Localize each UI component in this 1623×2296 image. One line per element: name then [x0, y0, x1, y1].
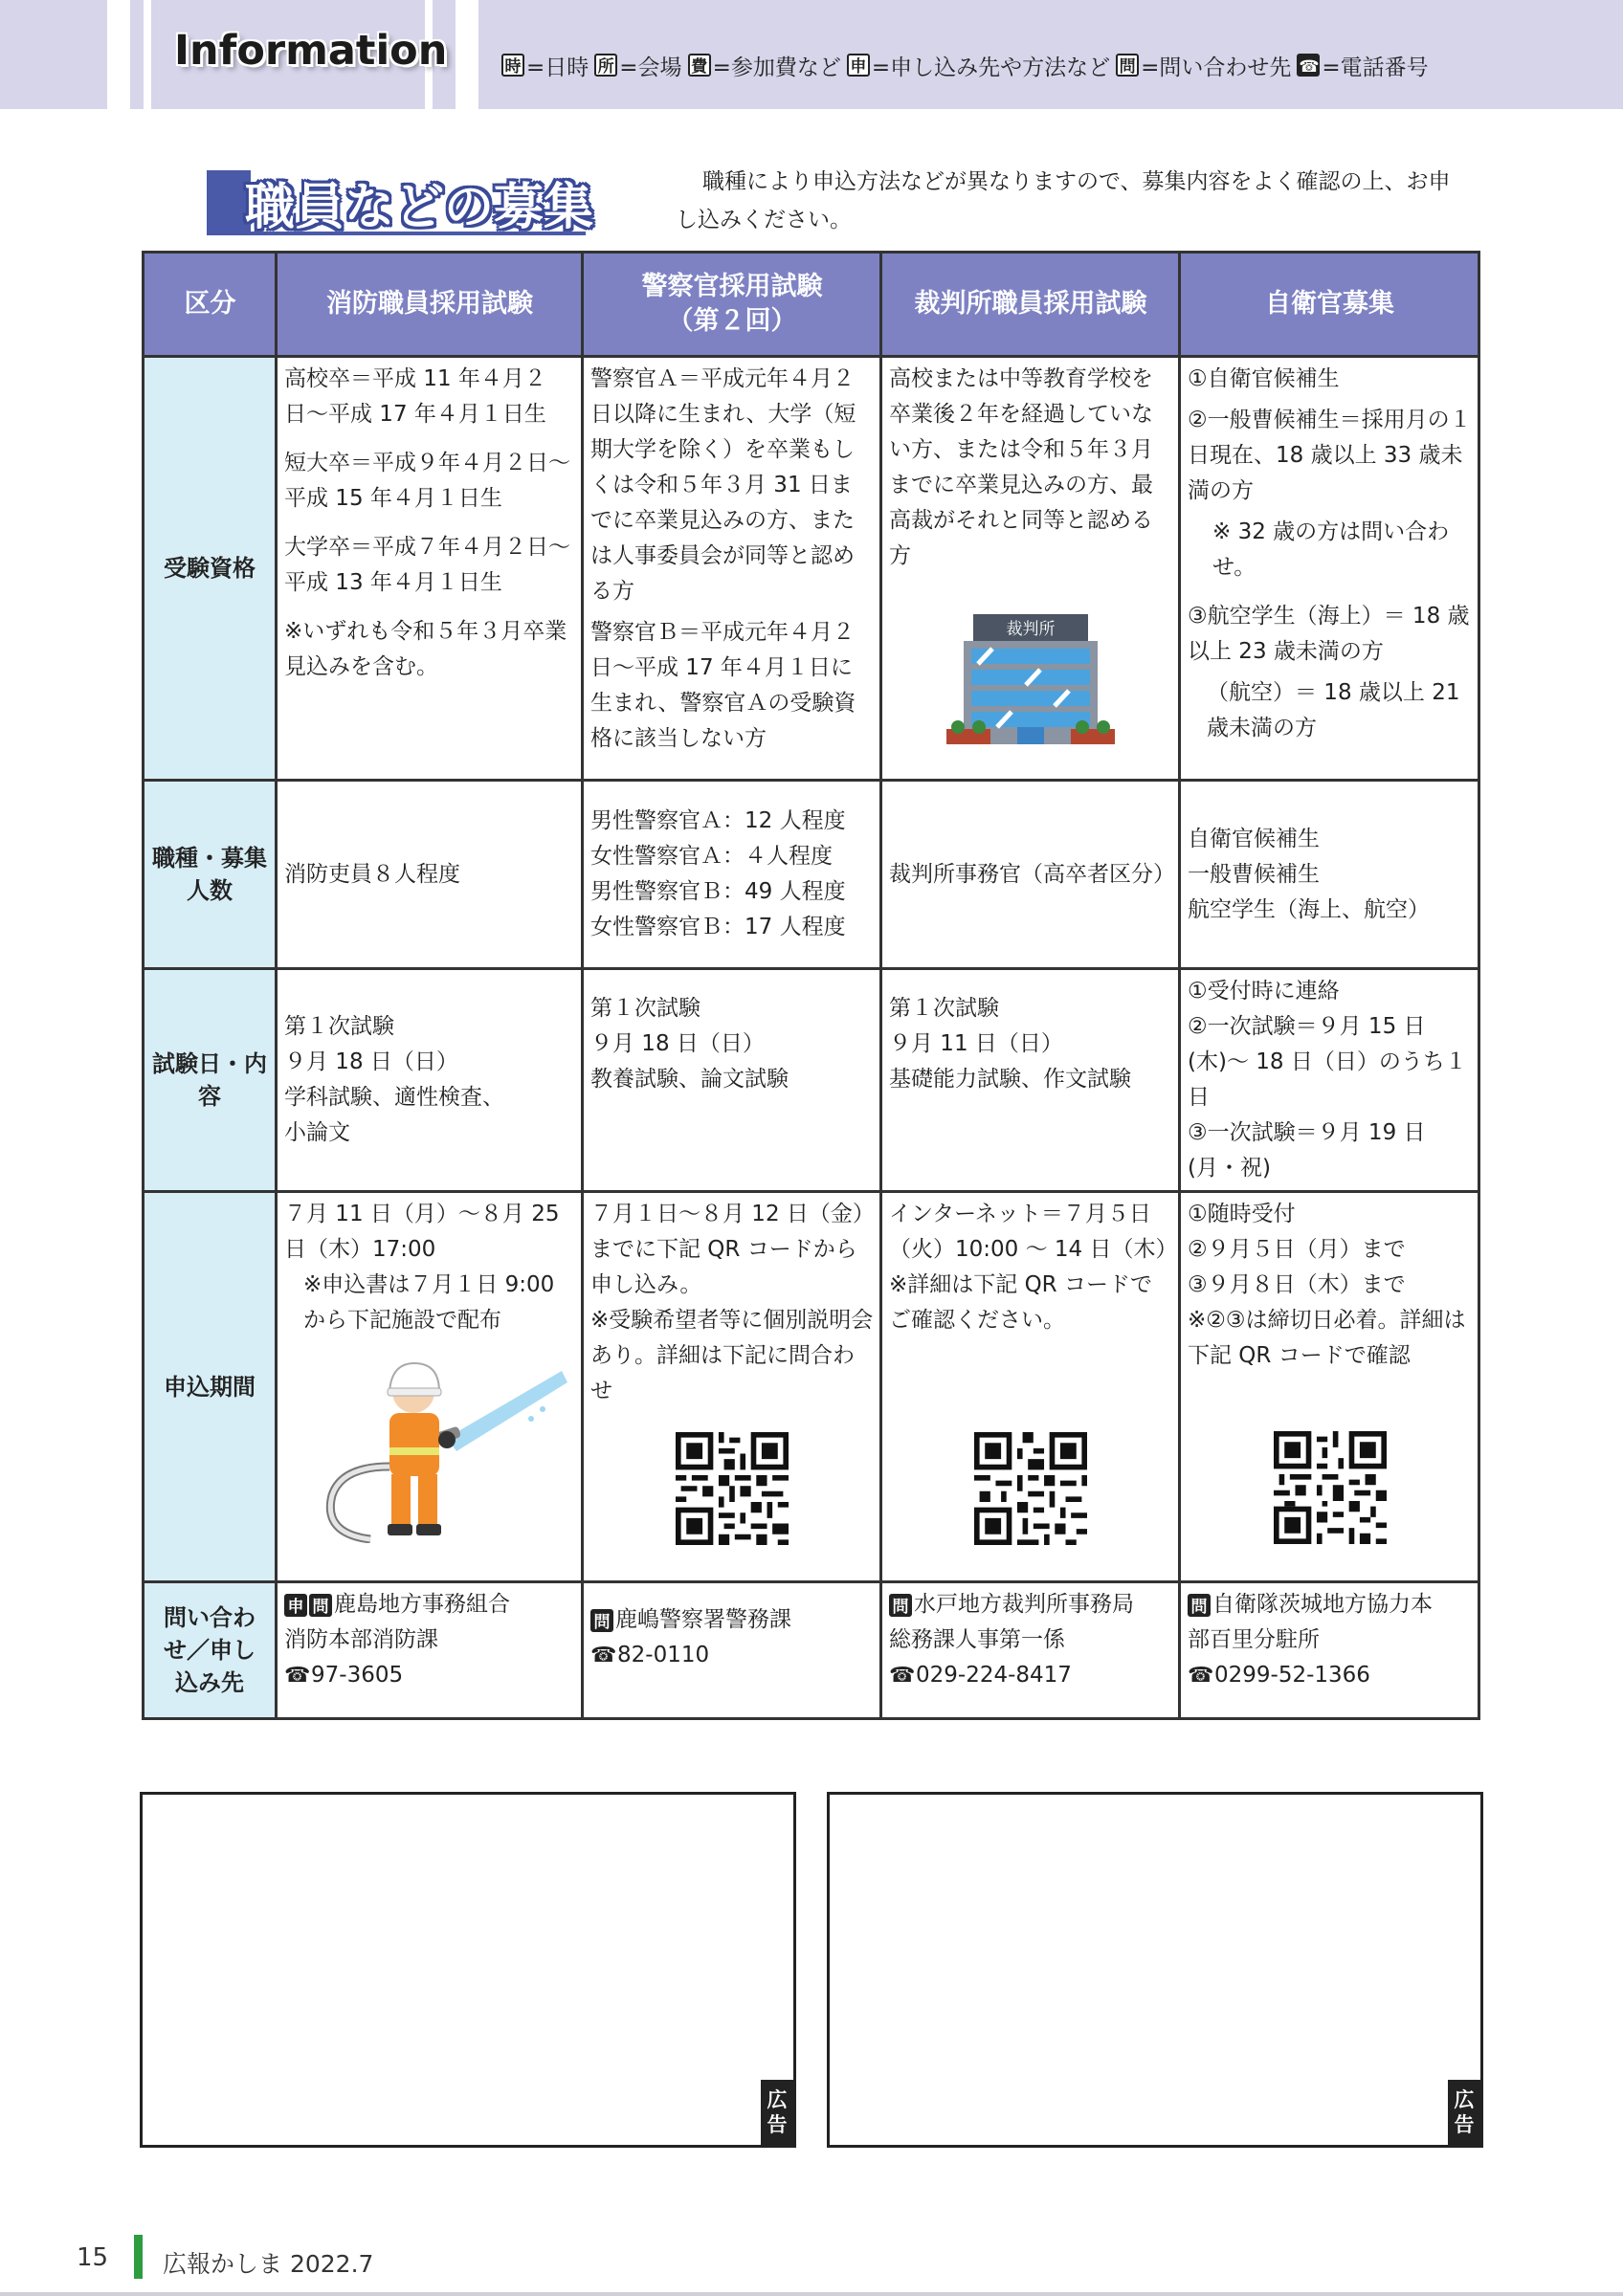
table-row — [144, 1582, 1479, 1719]
phone-icon: ☎ — [1297, 54, 1320, 77]
header-stripe — [456, 0, 478, 109]
inquiry-icon: 問 — [309, 1594, 332, 1617]
legend-item: 問 =問い合わせ先 — [1116, 50, 1291, 81]
row-header: 申込期間 — [144, 1192, 277, 1582]
header-stripe — [144, 0, 151, 109]
section-title: 職員などの募集 — [245, 179, 594, 236]
legend-key: 費 — [688, 54, 711, 77]
table-cell: 問 鹿嶋警察署警務課 ☎ 82-0110 — [583, 1582, 881, 1719]
ad-label: 広 告 — [1448, 2080, 1480, 2145]
footer-accent — [134, 2235, 143, 2279]
table-cell: ①受付時に連絡 ②一次試験＝９月 15 日(木)〜 18 日（日）のうち１日 ③一次試験＝９月 19 日(月・祝) — [1180, 969, 1479, 1192]
table-cell: ①随時受付 ②９月５日（月）まで ③９月８日（木）まで ※②③は締切日必着。詳細は下記 QR コードで確認 — [1180, 1192, 1479, 1582]
legend-key: 時 — [501, 54, 524, 77]
table-row — [144, 781, 1479, 969]
table-cell: 第１次試験 ９月 18 日（日） 教養試験、論文試験 — [583, 969, 881, 1192]
row-header: 試験日・内容 — [144, 969, 277, 1192]
phone-number: 97-3605 — [311, 1663, 404, 1688]
table-cell: ７月 11 日（月）〜８月 25 日（木）17:00 ※申込書は７月１日 9:00 から下記施設で配布 — [277, 1192, 583, 1582]
table-cell: 自衛官候補生 一般曹候補生 航空学生（海上、航空） — [1180, 781, 1479, 969]
inquiry-icon: 問 — [1188, 1594, 1211, 1617]
phone-icon: ☎ — [590, 1644, 617, 1667]
phone-icon: ☎ — [284, 1664, 311, 1688]
legend-item: ☎ =電話番号 — [1299, 55, 1429, 80]
column-header: 自衛官募集 — [1180, 253, 1479, 357]
table-cell: 高校卒＝平成 11 年４月２日〜平成 17 年４月１日生 短大卒＝平成９年４月２日〜平成 15 年４月１日生 大学卒＝平成７年４月２日〜平成 13 年４月１日生 ※いずれも令和５年３月卒業見込みを含む。 — [277, 357, 583, 781]
table-cell: 警察官Ａ＝平成元年４月２日以降に生まれ、大学（短期大学を除く）を卒業もしくは令和５年３月 31 日までに卒業見込みの方、または人事委員会が同等と認める方 警察官Ｂ＝平成元年４月２日〜平成 17 年４月１日に生まれ、警察官Ａの受験資格に該当しない方 — [583, 357, 881, 781]
table-row — [144, 357, 1479, 781]
recruitment-table — [142, 251, 1480, 1720]
table-row — [144, 969, 1479, 1192]
apply-icon: 申 — [284, 1594, 307, 1617]
svg-text:裁判所: 裁判所 — [1006, 620, 1056, 639]
table-header-row — [144, 253, 1479, 357]
qr-code-icon[interactable] — [1274, 1431, 1387, 1544]
table-cell: 高校または中等教育学校を卒業後２年を経過していない方、または令和５年３月までに卒業見込みの方、最高裁がそれと同等と認める方 裁判所 — [881, 357, 1180, 781]
table-cell: 問 自衛隊茨城地方協力本 部百里分駐所 ☎ 0299-52-1366 — [1180, 1582, 1479, 1719]
row-header: 問い合わせ／申し込み先 — [144, 1582, 277, 1719]
legend-key: 問 — [1116, 54, 1139, 77]
qr-code-icon[interactable] — [974, 1432, 1087, 1545]
inquiry-icon: 問 — [889, 1594, 912, 1617]
column-header: 警察官採用試験（第２回） — [583, 253, 881, 357]
advertisement-box — [827, 1792, 1483, 2148]
section-intro: 職種により申込方法などが異なりますので、募集内容をよく確認の上、お申し込みください。 — [676, 169, 1451, 232]
legend-key: 所 — [594, 54, 617, 77]
legend-item: 費 =参加費など — [688, 50, 841, 81]
phone-number: 82-0110 — [617, 1643, 710, 1667]
header-band — [0, 0, 1623, 109]
header-stripe — [107, 0, 130, 109]
table-cell: 第１次試験 ９月 18 日（日） 学科試験、適性検査、 小論文 — [277, 969, 583, 1192]
advertisement-box — [140, 1792, 796, 2148]
table-row — [144, 1192, 1479, 1582]
section-title-block — [207, 165, 594, 237]
table-cell: 申 問 鹿島地方事務組合 消防本部消防課 ☎ 97-3605 — [277, 1582, 583, 1719]
table-cell: 問 水戸地方裁判所事務局 総務課人事第一係 ☎ 029-224-8417 — [881, 1582, 1180, 1719]
page-number: 15 — [77, 2243, 109, 2272]
header-title: Information — [174, 27, 448, 75]
phone-icon: ☎ — [889, 1664, 916, 1688]
legend-item: 申 =申し込み先や方法など — [847, 50, 1110, 81]
phone-number: 0299-52-1366 — [1214, 1663, 1370, 1688]
table-cell: 男性警察官Ａ：12 人程度 女性警察官Ａ：４人程度 男性警察官Ｂ：49 人程度 女性警察官Ｂ：17 人程度 — [583, 781, 881, 969]
firefighter-illustration — [303, 1352, 571, 1543]
icon-legend — [501, 48, 1434, 82]
column-header: 裁判所職員採用試験 — [881, 253, 1180, 357]
bottom-rule — [0, 2292, 1623, 2296]
phone-number: 029-224-8417 — [916, 1663, 1072, 1688]
row-header: 受験資格 — [144, 357, 277, 781]
table-cell: ①自衛官候補生 ②一般曹候補生＝採用月の１日現在、18 歳以上 33 歳未満の方 ※ 32 歳の方は問い合わせ。 ③航空学生（海上）＝ 18 歳以上 23 歳未満の方 （航空）＝ 18 歳以上 21 歳未満の方 — [1180, 357, 1479, 781]
table-cell: 第１次試験 ９月 11 日（日） 基礎能力試験、作文試験 — [881, 969, 1180, 1192]
table-cell: ７月１日〜８月 12 日（金）までに下記 QR コードから申し込み。 ※受験希望者等に個別説明会あり。詳細は下記に問合わせ — [583, 1192, 881, 1582]
table-cell: 消防吏員８人程度 — [277, 781, 583, 969]
table-cell: インターネット＝７月５日（火）10:00 〜 14 日（木） ※詳細は下記 QR コードでご確認ください。 — [881, 1192, 1180, 1582]
courthouse-illustration — [935, 607, 1126, 750]
legend-item: 時 =日時 — [501, 50, 589, 81]
inquiry-icon: 問 — [590, 1609, 613, 1632]
legend-item: 所 =会場 — [594, 50, 681, 81]
row-header: 職種・募集人数 — [144, 781, 277, 969]
ad-label: 広 告 — [761, 2080, 793, 2145]
qr-code-icon[interactable] — [676, 1432, 789, 1545]
legend-key: 申 — [847, 54, 870, 77]
column-header: 消防職員採用試験 — [277, 253, 583, 357]
publication-name: 広報かしま 2022.7 — [163, 2250, 374, 2278]
phone-icon: ☎ — [1188, 1664, 1214, 1688]
column-header: 区分 — [144, 253, 277, 357]
table-cell: 裁判所事務官（高卒者区分） — [881, 781, 1180, 969]
